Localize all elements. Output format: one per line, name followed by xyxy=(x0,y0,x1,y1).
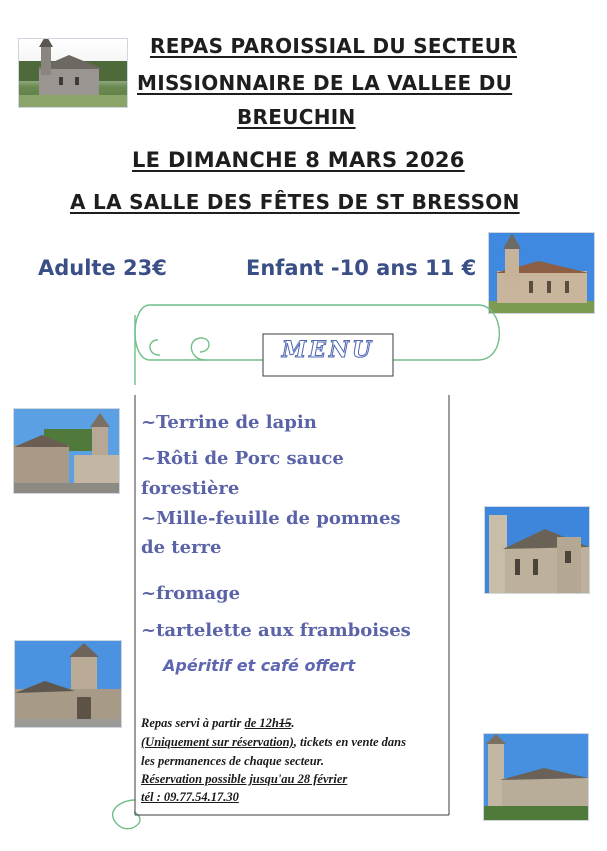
permanences-line: les permanences de chaque secteur. xyxy=(141,754,324,768)
adult-price: Adulte 23€ xyxy=(38,256,167,280)
served-time-struck: 15 xyxy=(278,716,292,730)
served-dot: . xyxy=(291,716,295,730)
served-time: de 12h xyxy=(244,716,279,730)
menu-item: ~Terrine de lapin xyxy=(141,412,317,433)
child-price: Enfant -10 ans 11 € xyxy=(246,256,477,280)
reservation-only: (Uniquement sur réservation) xyxy=(141,735,294,749)
event-venue: A LA SALLE DES FÊTES DE ST BRESSON xyxy=(70,190,520,214)
reservation-line xyxy=(141,735,406,750)
title-line-1: REPAS PAROISSIAL DU SECTEUR xyxy=(150,34,518,58)
menu-item: forestière xyxy=(141,478,240,499)
menu-item: ~Rôti de Porc sauce xyxy=(141,448,344,469)
title-line-2: MISSIONNAIRE DE LA VALLEE DU xyxy=(137,71,513,95)
aperitif-note: Apéritif et café offert xyxy=(163,656,356,675)
menu-item: de terre xyxy=(141,537,222,558)
menu-title: MENU xyxy=(281,337,375,363)
menu-item: ~fromage xyxy=(141,583,241,604)
phone-number: tél : 09.77.54.17.30 xyxy=(141,790,239,804)
title-line-3: BREUCHIN xyxy=(237,105,356,129)
served-prefix: Repas servi à partir xyxy=(141,716,245,730)
event-date: LE DIMANCHE 8 MARS 2026 xyxy=(132,148,465,172)
menu-item: ~Mille-feuille de pommes xyxy=(141,508,401,529)
served-time-line xyxy=(141,716,294,731)
menu-item: ~tartelette aux framboises xyxy=(141,620,411,641)
tickets-text: , tickets en vente dans xyxy=(293,735,406,749)
reservation-deadline: Réservation possible jusqu'au 28 février xyxy=(141,772,348,786)
